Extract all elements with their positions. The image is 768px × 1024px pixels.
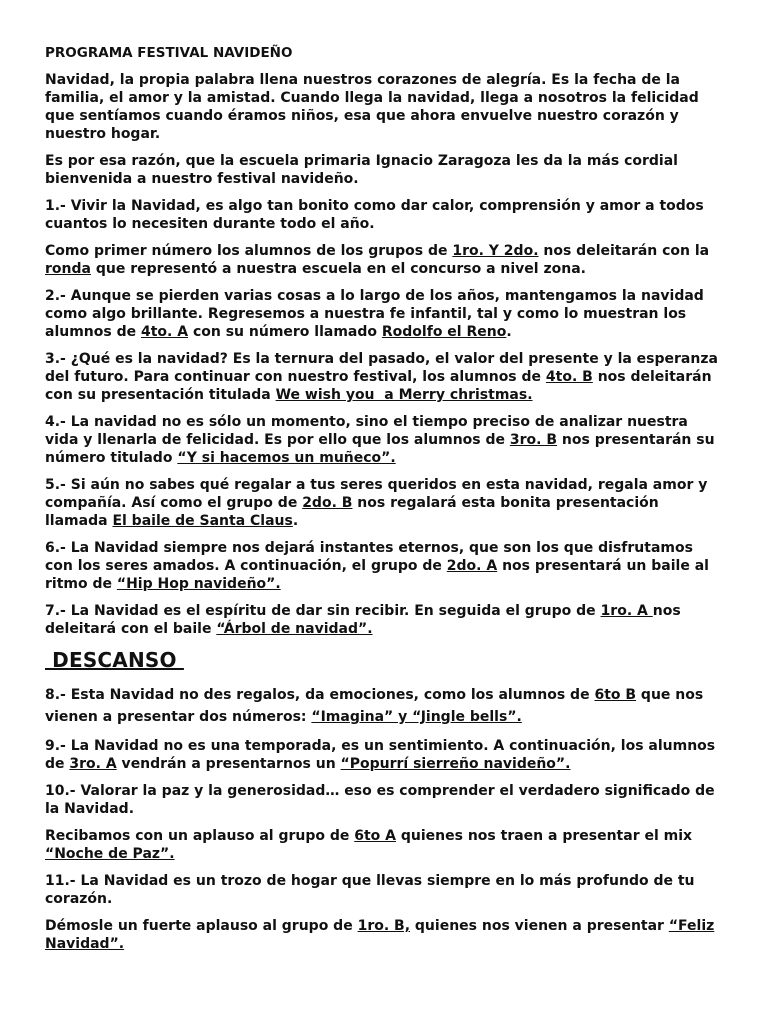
performance-title: “Hip Hop navideño”. <box>116 576 281 592</box>
performance-title: “Popurrí sierreño navideño”. <box>340 756 571 772</box>
item-9-paragraph: 9.- La Navidad no es una temporada, es un sentimiento. A continuación, los alumnos de 3ro. A vendrán a presentarnos un “Popurrí sierreño navideño”. <box>45 738 716 772</box>
performance-title: “Imagina” y “Jingle bells”. <box>311 709 522 725</box>
group-name: 1ro. Y 2do. <box>452 243 539 259</box>
performance-title: We wish you a Merry christmas. <box>275 387 533 403</box>
group-name: 6to B <box>594 687 637 703</box>
performance-title: “Y si hacemos un muñeco”. <box>177 450 396 466</box>
item-11-performance: Démosle un fuerte aplauso al grupo de 1ro. B, quienes nos vienen a presentar “Feliz Navidad”. <box>45 918 715 952</box>
group-name: 3ro. A <box>69 756 117 772</box>
performance-title: “Noche de Paz”. <box>45 846 175 862</box>
page-title: PROGRAMA FESTIVAL NAVIDEÑO <box>45 45 293 61</box>
item-1-performance: Como primer número los alumnos de los grupos de 1ro. Y 2do. nos deleitarán con la ronda que representó a nuestra escuela en el concurso a nivel zona. <box>45 243 710 277</box>
item-3-paragraph: 3.- ¿Qué es la navidad? Es la ternura del pasado, el valor del presente y la esperanza del futuro. Para continuar con nuestro festival, los alumnos de 4to. B nos deleitarán con su presentación titulada We wish you a Merry christmas. <box>45 351 718 403</box>
item-4-paragraph: 4.- La navidad no es sólo un momento, sino el tiempo preciso de analizar nuestra vida y llenarla de felicidad. Es por ello que los alumnos de 3ro. B nos presentarán su número titulado “Y si hacemos un muñeco”. <box>45 414 715 466</box>
item-8-paragraph: 8.- Esta Navidad no des regalos, da emociones, como los alumnos de 6to B que nos vienen a presentar dos números: “Imagina” y “Jingle bells”. <box>45 687 704 725</box>
group-name: 2do. A <box>446 558 498 574</box>
intro-paragraph: Navidad, la propia palabra llena nuestros corazones de alegría. Es la fecha de la familia, el amor y la amistad. Cuando llega la navidad, llega a nosotros la felicidad que sentíamos cuando éramos niños, esa que ahora envuelve nuestro corazón y nuestro hogar. <box>45 72 699 142</box>
group-name: 3ro. B <box>509 432 558 448</box>
welcome-paragraph: Es por esa razón, que la escuela primaria Ignacio Zaragoza les da la más cordial bienvenida a nuestro festival navideño. <box>45 153 678 187</box>
performance-title: “Feliz Navidad”. <box>45 918 715 952</box>
item-7-paragraph: 7.- La Navidad es el espíritu de dar sin recibir. En seguida el grupo de 1ro. A nos deleitará con el baile “Árbol de navidad”. <box>45 603 681 637</box>
item-6-paragraph: 6.- La Navidad siempre nos dejará instantes eternos, que son los que disfrutamos con los seres amados. A continuación, el grupo de 2do. A nos presentará un baile al ritmo de “Hip Hop navideño”. <box>45 540 709 592</box>
group-name: 1ro. B, <box>357 918 411 934</box>
item-10-paragraph: 10.- Valorar la paz y la generosidad… eso es comprender el verdadero significado de la Navidad. <box>45 783 715 817</box>
item-2-paragraph: 2.- Aunque se pierden varias cosas a lo largo de los años, mantengamos la navidad como algo brillante. Regresemos a nuestra fe infantil, tal y como lo muestran los alumnos de 4to. A con su número llamado Rodolfo el Reno. <box>45 288 704 340</box>
item-5-paragraph: 5.- Si aún no sabes qué regalar a tus seres queridos en esta navidad, regala amor y compañía. Así como el grupo de 2do. B nos regalará esta bonita presentación llamada El baile de Santa Claus. <box>45 477 708 529</box>
document-page <box>45 44 725 962</box>
break-heading: DESCANSO <box>45 648 184 672</box>
item-10-performance: Recibamos con un aplauso al grupo de 6to A quienes nos traen a presentar el mix “Noche de Paz”. <box>45 828 693 862</box>
group-name: 4to. A <box>140 324 189 340</box>
item-1-paragraph: 1.- Vivir la Navidad, es algo tan bonito como dar calor, comprensión y amor a todos cuantos lo necesiten durante todo el año. <box>45 198 704 232</box>
performance-title: “Árbol de navidad”. <box>216 621 373 637</box>
performance-title: Rodolfo el Reno <box>381 324 507 340</box>
item-11-paragraph: 11.- La Navidad es un trozo de hogar que llevas siempre en lo más profundo de tu corazón. <box>45 873 695 907</box>
group-name: 6to A <box>354 828 397 844</box>
group-name: 1ro. A <box>600 603 653 619</box>
group-name: 4to. B <box>545 369 593 385</box>
performance-title: El baile de Santa Claus <box>112 513 293 529</box>
group-name: 2do. B <box>302 495 353 511</box>
performance-title: ronda <box>45 261 91 277</box>
